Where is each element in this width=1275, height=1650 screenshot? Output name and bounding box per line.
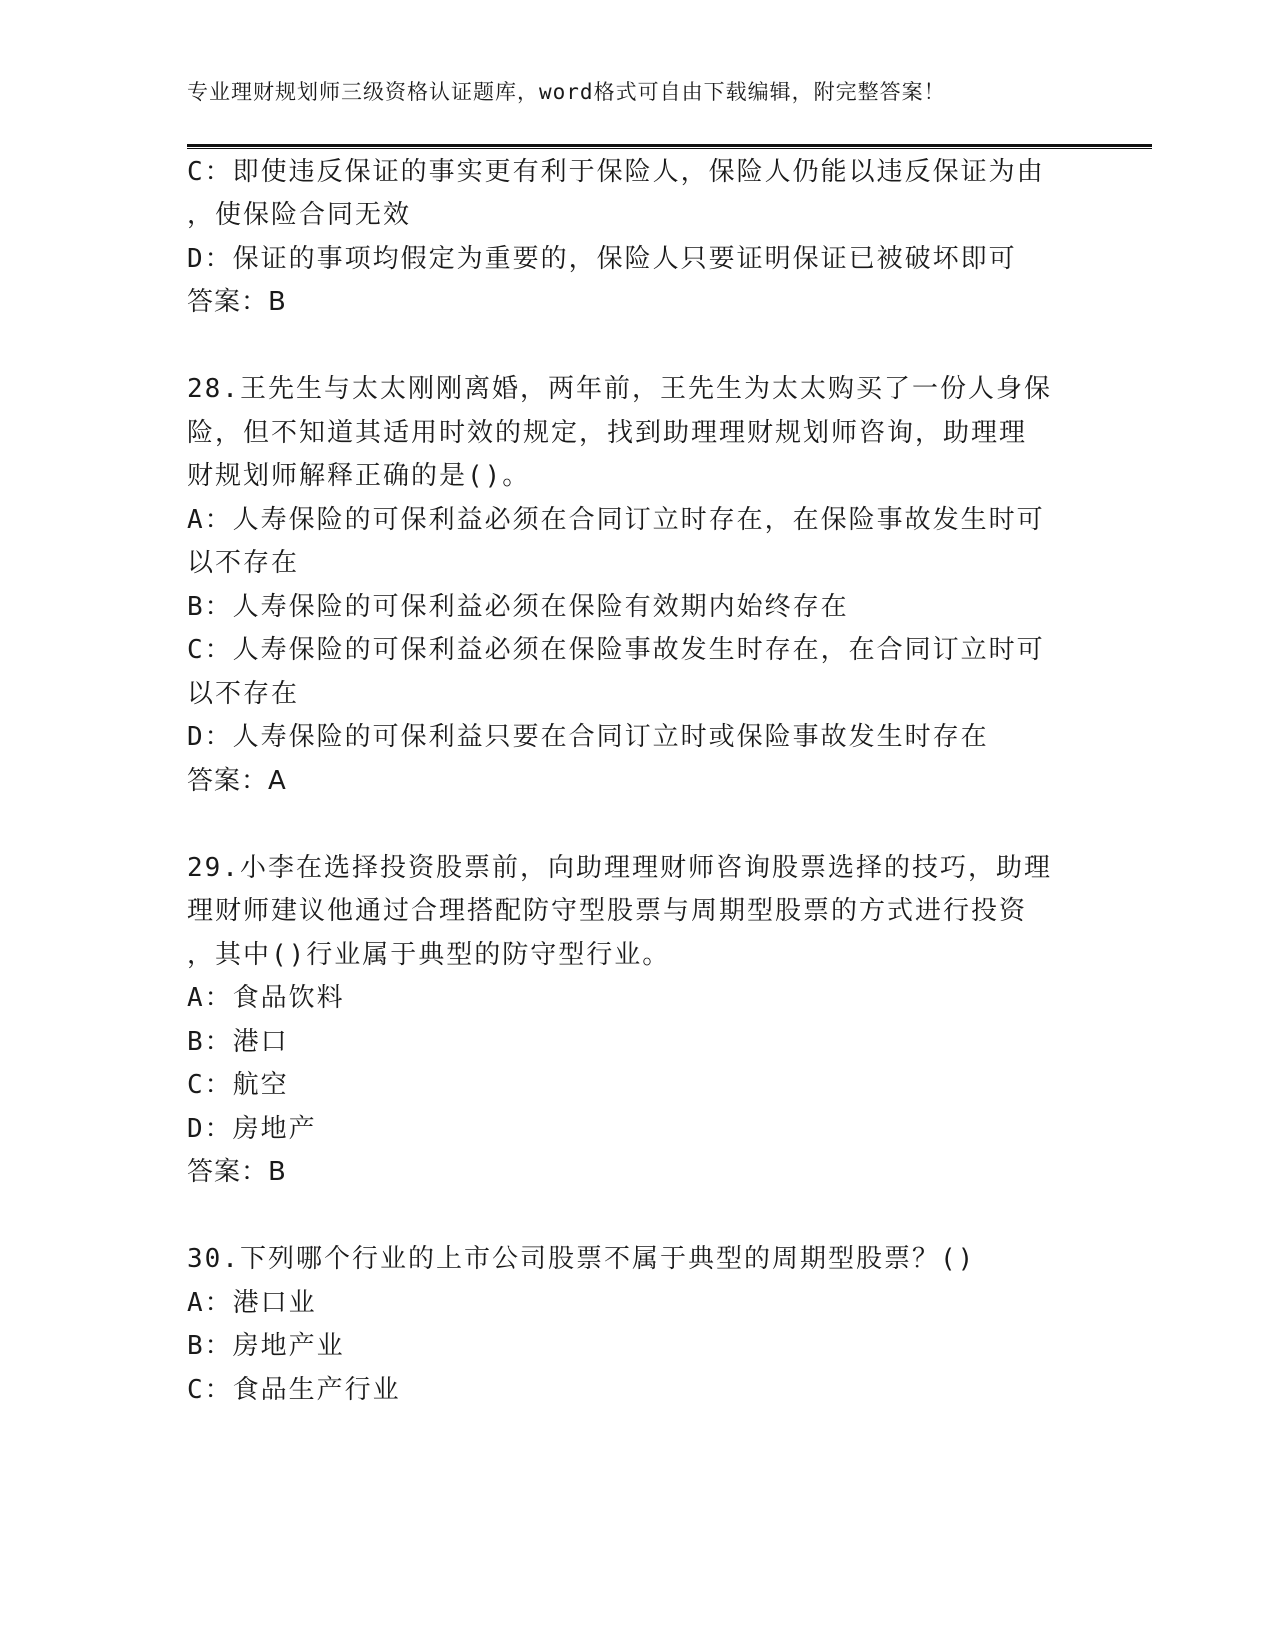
q29-option-a: A：食品饮料 xyxy=(187,983,345,1013)
prev-option-c-line1: C：即使违反保证的事实更有利于保险人，保险人仍能以违反保证为由 xyxy=(187,157,1045,187)
prev-answer: 答案：B xyxy=(187,287,287,317)
q29-stem-line1: 29.小李在选择投资股票前，向助理理财师咨询股票选择的技巧，助理 xyxy=(187,853,1052,883)
q29-option-d: D：房地产 xyxy=(187,1114,317,1144)
q28-option-a-line2: 以不存在 xyxy=(187,548,300,578)
q29-stem-line3: ，其中()行业属于典型的防守型行业。 xyxy=(187,940,671,970)
q29-answer: 答案：B xyxy=(187,1157,287,1187)
q28-option-b: B：人寿保险的可保利益必须在保险有效期内始终存在 xyxy=(187,592,849,622)
page-header: 专业理财规划师三级资格认证题库，word格式可自由下载编辑，附完整答案！ xyxy=(187,80,946,104)
prev-option-c-line2: ，使保险合同无效 xyxy=(187,200,412,230)
q28-stem-line3: 财规划师解释正确的是()。 xyxy=(187,461,531,491)
q30-option-c: C：食品生产行业 xyxy=(187,1375,401,1405)
q29-option-b: B：港口 xyxy=(187,1027,289,1057)
q28-answer: 答案：A xyxy=(187,766,287,796)
q28-stem-line1: 28.王先生与太太刚刚离婚，两年前，王先生为太太购买了一份人身保 xyxy=(187,374,1052,404)
prev-option-d: D：保证的事项均假定为重要的，保险人只要证明保证已被破坏即可 xyxy=(187,244,1017,274)
q28-option-c-line1: C：人寿保险的可保利益必须在保险事故发生时存在，在合同订立时可 xyxy=(187,635,1045,665)
q28-option-c-line2: 以不存在 xyxy=(187,679,300,709)
q28-option-a-line1: A：人寿保险的可保利益必须在合同订立时存在，在保险事故发生时可 xyxy=(187,505,1045,535)
q30-option-a: A：港口业 xyxy=(187,1288,317,1318)
q29-stem-line2: 理财师建议他通过合理搭配防守型股票与周期型股票的方式进行投资 xyxy=(187,896,1028,926)
q29-option-c: C：航空 xyxy=(187,1070,289,1100)
header-divider xyxy=(187,144,1152,149)
q28-option-d: D：人寿保险的可保利益只要在合同订立时或保险事故发生时存在 xyxy=(187,722,989,752)
q28-stem-line2: 险，但不知道其适用时效的规定，找到助理理财规划师咨询，助理理 xyxy=(187,418,1028,448)
q30-option-b: B：房地产业 xyxy=(187,1331,345,1361)
q30-stem-line1: 30.下列哪个行业的上市公司股票不属于典型的周期型股票？() xyxy=(187,1244,976,1274)
